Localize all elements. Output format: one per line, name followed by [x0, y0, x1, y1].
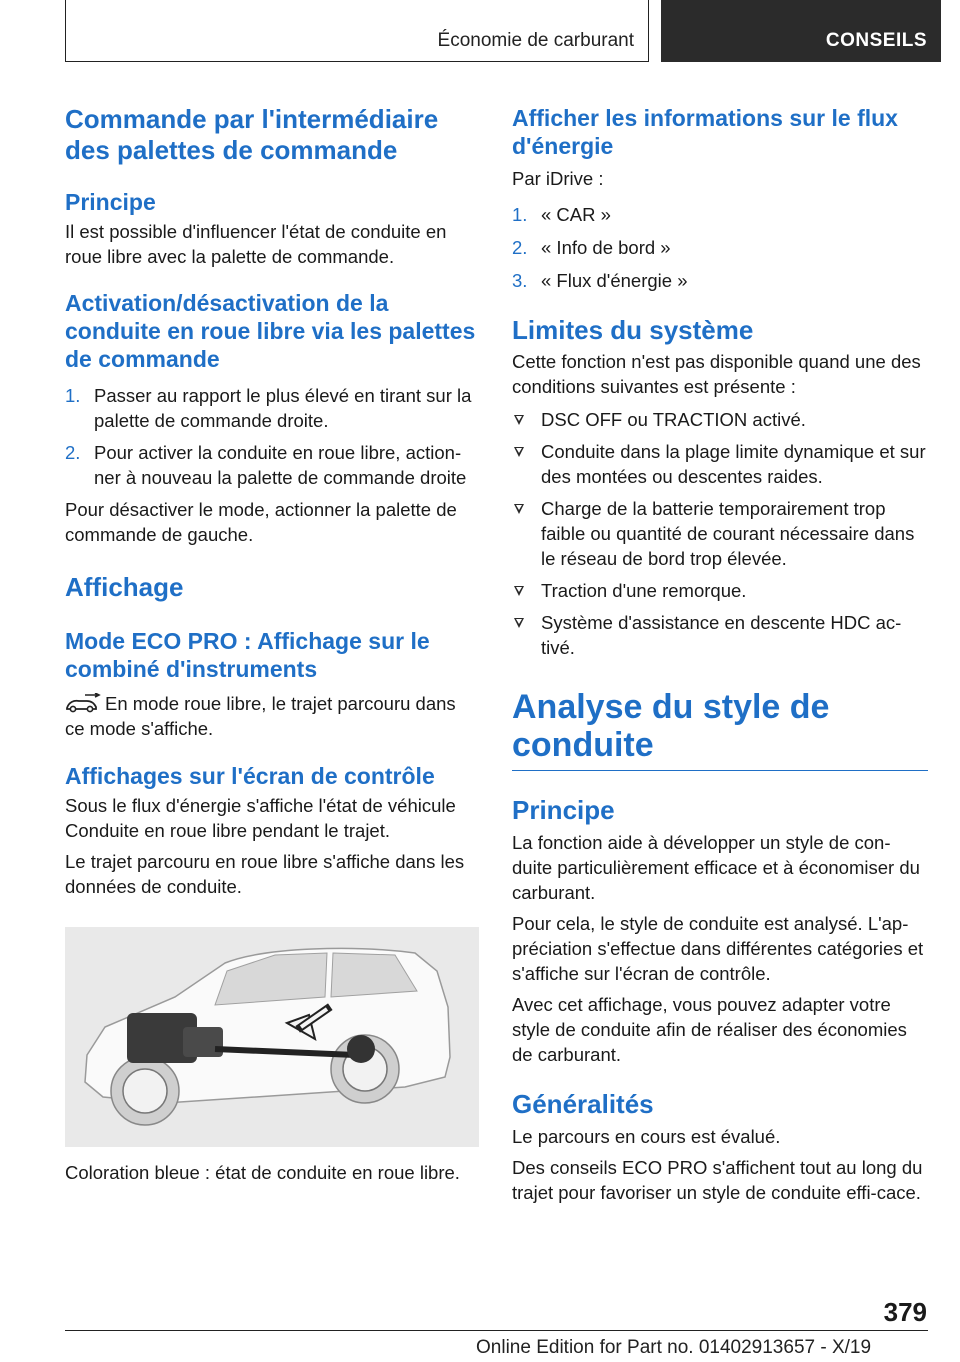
header-section-title: CONSEILS	[825, 30, 927, 51]
list-item	[512, 578, 928, 603]
list-item	[512, 407, 928, 432]
idrive-steps	[512, 202, 928, 293]
paragraph-idrive: Par iDrive :	[512, 168, 604, 189]
step-number: 1.	[65, 385, 81, 406]
heading-principe: Principe	[65, 189, 156, 215]
step-number: 2.	[65, 442, 81, 463]
condition-text: DSC OFF ou TRACTION activé.	[541, 409, 806, 430]
list-item	[65, 440, 479, 490]
figure-caption: Coloration bleue : état de conduite en roue libre.	[65, 1162, 460, 1183]
bullet-triangle-icon	[514, 618, 524, 628]
list-item	[512, 235, 928, 260]
heading-affichage: Affichage	[65, 572, 184, 602]
conditions-list	[512, 407, 928, 660]
step-text: « Flux d'énergie »	[541, 270, 688, 291]
step-number: 2.	[512, 237, 528, 258]
eco-coasting-icon	[65, 693, 101, 713]
paragraph-principe-2b: Pour cela, le style de conduite est analysé. L'ap-préciation s'effectue dans différentes catégories et s'affiche sur l'écran de contrôle.	[512, 913, 924, 984]
left-column	[65, 104, 479, 899]
header-chapter-box	[65, 0, 649, 62]
paragraph-principe-2c: Avec cet affichage, vous pouvez adapter votre style de conduite afin de réaliser des économies de carburant.	[512, 994, 907, 1065]
step-text: « Info de bord »	[541, 237, 671, 258]
condition-text: Système d'assistance en descente HDC ac-tivé.	[541, 612, 902, 658]
list-item	[65, 383, 479, 433]
paragraph-principe: Il est possible d'influencer l'état de conduite en roue libre avec la palette de commande.	[65, 221, 447, 267]
step-number: 3.	[512, 270, 528, 291]
list-item	[512, 439, 928, 489]
condition-text: Traction d'une remorque.	[541, 580, 747, 601]
paragraph-generalites-2: Des conseils ECO PRO s'affichent tout au long du trajet pour favoriser un style de conduite effi-cace.	[512, 1157, 923, 1203]
bullet-triangle-icon	[514, 447, 524, 457]
paragraph-ecran-1: Sous le flux d'énergie s'affiche l'état de véhicule Conduite en roue libre pendant le trajet.	[65, 795, 456, 841]
heading-analyse: Analyse du style de conduite	[512, 688, 830, 764]
list-item	[512, 610, 928, 660]
heading-mode-eco: Mode ECO PRO : Affichage sur le combiné d'instruments	[65, 628, 430, 682]
list-item	[512, 268, 928, 293]
list-item	[512, 202, 928, 227]
car-drivetrain-illustration	[65, 927, 479, 1147]
step-text: « CAR »	[541, 204, 611, 225]
heading-flux: Afficher les informations sur le flux d'énergie	[512, 105, 898, 159]
bullet-triangle-icon	[514, 504, 524, 514]
section-divider	[512, 770, 928, 771]
bullet-triangle-icon	[514, 415, 524, 425]
header-chapter-title: Économie de carburant	[437, 30, 634, 51]
step-number: 1.	[512, 204, 528, 225]
heading-commande: Commande par l'intermédiaire des palettes de commande	[65, 104, 439, 165]
paragraph-limites: Cette fonction n'est pas disponible quand une des conditions suivantes est présente :	[512, 351, 921, 397]
step-text: Passer au rapport le plus élevé en tirant sur la palette de commande droite.	[94, 385, 472, 431]
heading-generalites: Généralités	[512, 1089, 654, 1119]
footer-edition: Online Edition for Part no. 01402913657 - X/19	[476, 1337, 872, 1358]
heading-limites: Limites du système	[512, 315, 754, 345]
heading-ecran: Affichages sur l'écran de contrôle	[65, 763, 435, 789]
header-section-tab	[661, 0, 941, 62]
paragraph-desactiver: Pour désactiver le mode, actionner la palette de commande de gauche.	[65, 499, 457, 545]
car-illustration-icon	[65, 927, 479, 1147]
page-number: 379	[883, 1297, 927, 1327]
paragraph-generalites-1: Le parcours en cours est évalué.	[512, 1126, 781, 1147]
heading-activation: Activation/désactivation de la conduite en roue libre via les palettes de commande	[65, 290, 476, 372]
activation-steps	[65, 383, 479, 490]
paragraph-ecran-2: Le trajet parcouru en roue libre s'affiche dans les données de conduite.	[65, 851, 465, 897]
paragraph-principe-2a: La fonction aide à développer un style de con-duite particulièrement efficace et à économiser du carburant.	[512, 832, 920, 903]
step-text: Pour activer la conduite en roue libre, action-ner à nouveau la palette de commande droite	[94, 442, 467, 488]
heading-principe-2: Principe	[512, 795, 615, 825]
footer-divider	[65, 1330, 928, 1331]
right-column	[512, 104, 928, 1205]
condition-text: Charge de la batterie temporairement trop faible ou quantité de courant nécessaire dans le réseau de bord trop élevée.	[541, 498, 915, 569]
bullet-triangle-icon	[514, 586, 524, 596]
mode-eco-text: En mode roue libre, le trajet parcouru dans ce mode s'affiche.	[65, 693, 456, 739]
condition-text: Conduite dans la plage limite dynamique et sur des montées ou descentes raides.	[541, 441, 926, 487]
list-item	[512, 496, 928, 571]
paragraph-mode-eco	[65, 691, 479, 741]
